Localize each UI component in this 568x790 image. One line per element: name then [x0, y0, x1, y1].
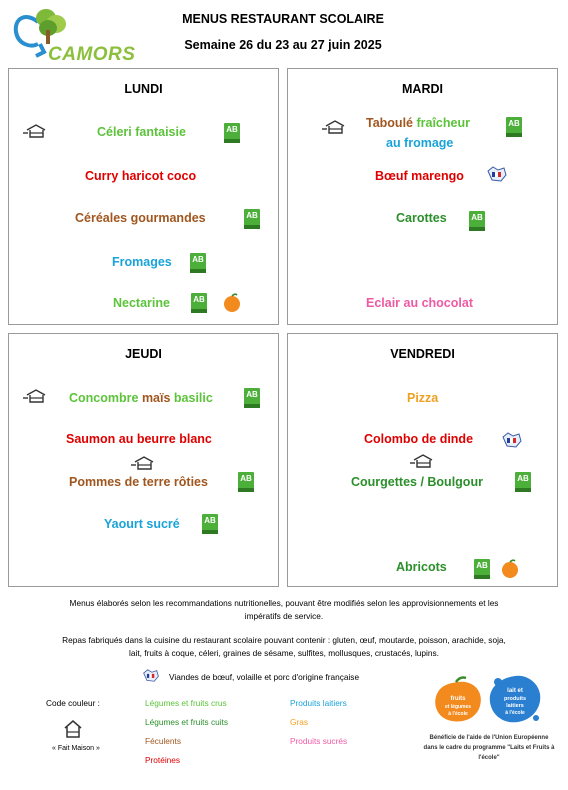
bio-label-icon: AB: [244, 209, 260, 229]
legend-sweet: Produits sucrés: [290, 736, 348, 746]
fait-maison-icon: [131, 455, 155, 471]
bio-label-icon: AB: [515, 472, 531, 492]
dish-abricots: Abricots: [396, 560, 447, 574]
svg-text:à l'école: à l'école: [448, 711, 468, 717]
week-label: Semaine 26 du 23 au 27 juin 2025: [184, 38, 382, 52]
dish-yaourt: Yaourt sucré: [104, 517, 180, 531]
footer-note-line: lait, fruits à coque, céleri, graines de sésame, sulfites, mollusques, crustacés, lupins.: [129, 648, 439, 658]
fait-maison-icon: [322, 119, 346, 135]
viande-francaise-icon: [486, 165, 508, 183]
dish-carottes: Carottes: [396, 211, 447, 225]
dish-nectarine: Nectarine: [113, 296, 170, 310]
svg-text:à l'école: à l'école: [505, 710, 525, 716]
bio-label-icon: AB: [238, 472, 254, 492]
page-title: MENUS RESTAURANT SCOLAIRE: [182, 12, 384, 26]
svg-text:lait et: lait et: [507, 688, 523, 694]
footer-note-line: impératifs de service.: [244, 611, 324, 621]
fruits-a-l-ecole-icon: [500, 559, 520, 579]
dish-part: basilic: [173, 391, 213, 405]
footer-note-line: Menus élaborés selon les recommandations nutritionelles, pouvant être modifiés selon les approvisionnements et les: [69, 598, 499, 608]
day-title: LUNDI: [124, 82, 163, 96]
bio-label-icon: AB: [474, 559, 490, 579]
legend-dairy: Produits laitiers: [290, 698, 347, 708]
fait-maison-label: « Fait Maison »: [52, 745, 100, 752]
fait-maison-icon: [62, 718, 84, 740]
viande-francaise-icon: [501, 431, 523, 449]
bio-label-icon: AB: [244, 388, 260, 408]
dish-fromages: Fromages: [112, 255, 172, 269]
dish-celeri: Céleri fantaisie: [97, 125, 186, 139]
dish-pommes-de-terre: Pommes de terre rôties: [69, 475, 208, 489]
legend-cooked-veg: Légumes et fruits cuits: [145, 717, 229, 727]
eu-aid-line: dans le cadre du programme "Laits et Fruits à: [423, 745, 555, 751]
fruits-a-l-ecole-icon: [222, 293, 242, 313]
legend-starch: Féculents: [145, 736, 181, 746]
footer-note-line: Repas fabriqués dans la cuisine du restaurant scolaire pouvant contenir : gluten, œuf, moutarde, poisson, arachide, soja,: [62, 635, 506, 645]
legend-title: Code couleur :: [46, 698, 100, 708]
legend-raw-veg: Légumes et fruits crus: [145, 698, 227, 708]
day-panel-mardi: [287, 68, 558, 325]
svg-text:et légumes: et légumes: [444, 704, 472, 710]
fait-maison-icon: [23, 388, 47, 404]
legend-fat: Gras: [290, 717, 308, 727]
dish-boeuf: Bœuf marengo: [375, 169, 464, 183]
bio-label-icon: AB: [191, 293, 207, 313]
day-title: VENDREDI: [390, 347, 455, 361]
bio-label-icon: AB: [506, 117, 522, 137]
bio-label-icon: AB: [190, 253, 206, 273]
dish-part: Taboulé: [366, 116, 413, 130]
day-panel-vendredi: [287, 333, 558, 587]
day-title: JEUDI: [125, 347, 162, 361]
day-title: MARDI: [402, 82, 443, 96]
svg-text:fruits: fruits: [450, 696, 466, 702]
brand-name: CAMORS: [48, 44, 136, 65]
dish-concombre: [69, 391, 213, 405]
svg-text:laitiers: laitiers: [506, 703, 524, 709]
eu-aid-note: [418, 733, 560, 763]
dish-taboule: [366, 116, 470, 130]
dish-saumon: Saumon au beurre blanc: [66, 432, 212, 446]
footer-note-1: [10, 597, 558, 623]
footer-allergens: [10, 634, 558, 660]
dish-eclair: Eclair au chocolat: [366, 296, 473, 310]
bio-label-icon: AB: [202, 514, 218, 534]
eu-aid-line: l'école": [478, 755, 500, 761]
viande-francaise-icon: [142, 668, 160, 683]
lait-produits-laitiers-ecole-logo: [486, 672, 544, 726]
dish-part: Concombre: [69, 391, 139, 405]
bio-label-icon: AB: [469, 211, 485, 231]
dish-part: maïs: [141, 391, 171, 405]
camors-logo: [8, 4, 138, 66]
dish-colombo: Colombo de dinde: [364, 432, 474, 446]
day-panel-lundi: [8, 68, 279, 325]
origin-note: Viandes de bœuf, volaille et porc d'origine française: [169, 672, 360, 682]
legend-protein: Protéines: [145, 755, 181, 765]
dish-part: fraîcheur: [416, 116, 470, 130]
day-panel-jeudi: [8, 333, 279, 587]
fait-maison-icon: [410, 453, 434, 469]
dish-pizza: Pizza: [407, 391, 439, 405]
eu-aid-line: Bénéficie de l'aide de l'Union Européenne: [429, 735, 549, 741]
fait-maison-icon: [23, 123, 47, 139]
dish-taboule-line2: au fromage: [386, 136, 454, 150]
dish-curry: Curry haricot coco: [85, 169, 197, 183]
dish-cereales: Céréales gourmandes: [75, 211, 206, 225]
dish-courgettes: Courgettes / Boulgour: [351, 475, 483, 489]
fruits-legumes-ecole-logo: [430, 676, 486, 726]
bio-label-icon: AB: [224, 123, 240, 143]
fait-maison-text: Fait Maison: [57, 745, 95, 752]
svg-text:produits: produits: [504, 696, 526, 702]
